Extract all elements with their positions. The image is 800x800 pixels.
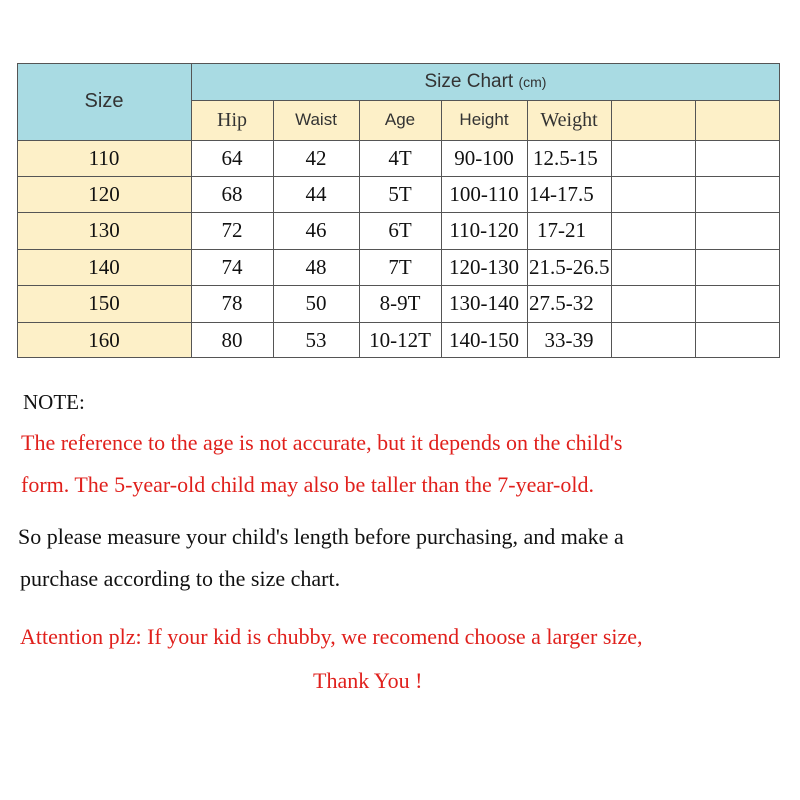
- grid-line: [17, 63, 780, 64]
- height-cell: 100-110: [449, 181, 519, 206]
- size-chart-table: [17, 63, 780, 358]
- size-cell: 150: [17, 285, 191, 322]
- waist-cell: 42: [305, 145, 327, 170]
- weight-cell: 12.5-15: [533, 145, 598, 170]
- weight-cell: 17-21: [537, 218, 586, 242]
- weight-cell: 14-17.5: [529, 181, 594, 206]
- size-header: Size: [84, 90, 124, 112]
- grid-line: [17, 249, 780, 250]
- waist-cell: 50: [305, 291, 327, 315]
- weight-cell: 21.5-26.5: [529, 254, 610, 279]
- column-header-waist: Waist: [295, 110, 337, 129]
- size-cell: 160: [17, 322, 191, 358]
- age-cell: 5T: [388, 181, 412, 206]
- age-cell: 8-9T: [379, 291, 421, 315]
- waist-cell: 44: [305, 181, 327, 206]
- attention-note: Attention plz: If your kid is chubby, we recomend choose a larger size,: [20, 624, 643, 649]
- size-cell: 120: [17, 176, 191, 212]
- grid-line: [441, 100, 442, 358]
- grid-line: [695, 100, 696, 358]
- hip-cell: 64: [221, 145, 243, 170]
- chart-title-cell: [191, 63, 780, 100]
- size-cell: 140: [17, 249, 191, 285]
- grid-line: [273, 100, 274, 358]
- grid-line: [17, 140, 780, 141]
- grid-line: [611, 100, 612, 358]
- column-header-hip: Hip: [217, 108, 247, 131]
- grid-line: [17, 176, 780, 177]
- grid-line: [17, 212, 780, 213]
- height-cell: 110-120: [449, 218, 519, 242]
- height-cell: 90-100: [454, 145, 514, 170]
- note-heading: NOTE:: [23, 390, 85, 414]
- hip-cell: 80: [221, 327, 243, 352]
- grid-line: [191, 63, 192, 358]
- weight-cell: 27.5-32: [529, 291, 594, 315]
- grid-line: [17, 357, 780, 358]
- hip-cell: 78: [221, 291, 243, 315]
- size-cell: 130: [17, 212, 191, 249]
- waist-cell: 46: [305, 218, 327, 242]
- note-red-line-2: form. The 5-year-old child may also be taller than the 7-year-old.: [21, 472, 594, 497]
- size-cell: 110: [17, 140, 191, 176]
- grid-line: [191, 100, 780, 101]
- grid-line: [527, 100, 528, 358]
- note-red-line-1: The reference to the age is not accurate, but it depends on the child's: [21, 430, 623, 455]
- chart-title: Size Chart (cm): [424, 70, 547, 92]
- grid-line: [779, 63, 780, 358]
- hip-cell: 72: [221, 218, 243, 242]
- height-cell: 130-140: [449, 291, 519, 315]
- height-cell: 120-130: [449, 254, 519, 279]
- age-cell: 4T: [388, 145, 412, 170]
- hip-cell: 74: [221, 254, 243, 279]
- column-header-weight: Weight: [540, 108, 598, 131]
- grid-line: [17, 285, 780, 286]
- age-cell: 10-12T: [369, 327, 431, 352]
- weight-cell: 33-39: [544, 327, 594, 352]
- note-black-line-2: purchase according to the size chart.: [20, 566, 341, 591]
- note-black-line-1: So please measure your child's length before purchasing, and make a: [18, 524, 624, 549]
- hip-cell: 68: [221, 181, 243, 206]
- column-header-height: Height: [459, 110, 509, 129]
- grid-line: [17, 322, 780, 323]
- size-header-cell: [17, 63, 191, 140]
- column-header-age: Age: [384, 110, 416, 129]
- grid-line: [17, 63, 18, 358]
- thank-you-note: Thank You !: [313, 668, 423, 693]
- waist-cell: 53: [305, 327, 327, 352]
- grid-line: [359, 100, 360, 358]
- age-cell: 6T: [388, 218, 412, 242]
- waist-cell: 48: [305, 254, 327, 279]
- height-cell: 140-150: [449, 327, 519, 352]
- age-cell: 7T: [388, 254, 412, 279]
